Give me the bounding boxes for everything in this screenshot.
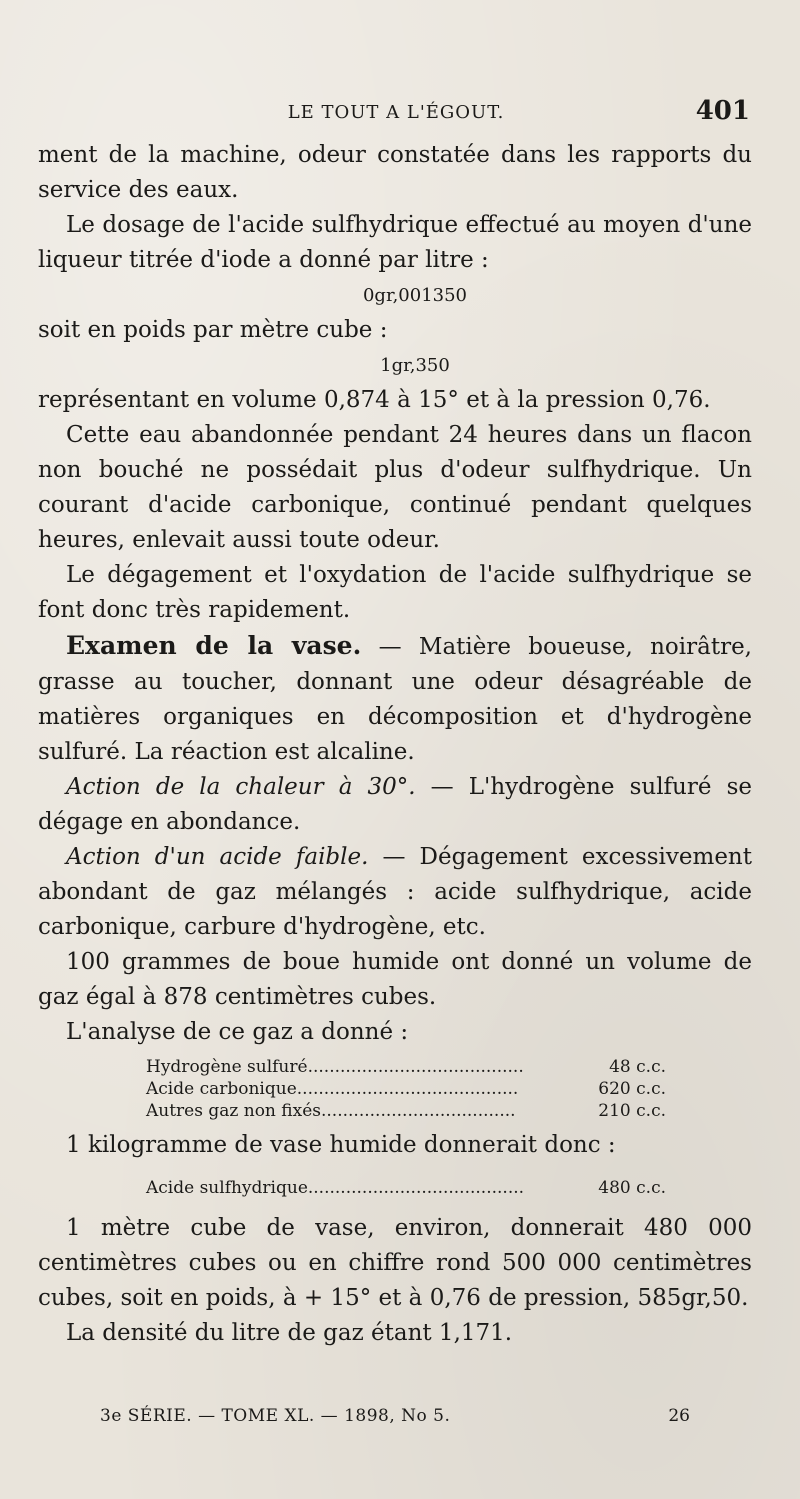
value-per-cubic-metre: 1gr,350 bbox=[380, 355, 450, 376]
gas-amount: 48 c.c. bbox=[609, 1057, 666, 1077]
paragraph-8 bbox=[38, 770, 752, 840]
paragraph-5: Cette eau abandonnée pendant 24 heures dans un flacon non bouché ne possédait plus d'odeur sulfhydrique. Un courant d'acide carbonique, continué pendant quelques heures, enlevait aussi toute odeur. bbox=[38, 422, 752, 553]
gas-amount: 620 c.c. bbox=[598, 1079, 666, 1099]
paragraph-12: 1 kilogramme de vase humide donnerait donc : bbox=[66, 1132, 616, 1158]
paragraph-8-text: — L'hydrogène sulfuré se dégage en abondance. bbox=[38, 774, 752, 835]
paragraph-6: Le dégagement et l'oxydation de l'acide sulfhydrique se font donc très rapidement. bbox=[38, 562, 752, 623]
dot-leader: .................................... bbox=[321, 1101, 516, 1121]
dot-leader: ........................................ bbox=[307, 1057, 524, 1077]
dot-leader: ........................................ bbox=[307, 1178, 525, 1198]
page-footer bbox=[100, 1406, 690, 1434]
subheading-acide: Action d'un acide faible. bbox=[66, 844, 369, 870]
paragraph-3: soit en poids par mètre cube : bbox=[38, 317, 388, 343]
subheading-chaleur: Action de la chaleur à 30°. bbox=[66, 774, 416, 800]
gas-label: Hydrogène sulfuré........................................ bbox=[146, 1057, 524, 1077]
running-title: LE TOUT A L'ÉGOUT. bbox=[287, 102, 505, 123]
paragraph-9 bbox=[38, 840, 752, 945]
paragraph-7 bbox=[38, 628, 752, 770]
dot-leader: ......................................... bbox=[296, 1079, 519, 1099]
series-signature: 3e SÉRIE. — TOME XL. — 1898, No 5. bbox=[100, 1406, 451, 1426]
paragraph-14: La densité du litre de gaz étant 1,171. bbox=[66, 1320, 513, 1346]
page-header bbox=[40, 96, 752, 132]
sulfhydric-table bbox=[146, 1177, 666, 1199]
paragraph-10: 100 grammes de boue humide ont donné un volume de gaz égal à 878 centimètres cubes. bbox=[38, 949, 752, 1010]
value-per-litre: 0gr,001350 bbox=[362, 285, 468, 306]
gas-analysis-table bbox=[146, 1056, 666, 1122]
paragraph-9-text: — Dégagement excessivement abondant de gaz mélangés : acide sulfhydrique, acide carbonique, carbure d'hydrogène, etc. bbox=[38, 844, 752, 940]
gas-label: Acide carbonique......................................... bbox=[146, 1079, 519, 1099]
gas-label: Acide sulfhydrique........................................ bbox=[146, 1178, 525, 1198]
sheet-number: 26 bbox=[668, 1406, 690, 1426]
paragraph-7-text: — Matière boueuse, noirâtre, grasse au toucher, donnant une odeur désagréable de matières organiques en décomposition et d'hydrogène sulfuré. La réaction est alcaline. bbox=[38, 634, 752, 765]
table-row bbox=[146, 1100, 666, 1122]
gas-amount: 210 c.c. bbox=[598, 1101, 666, 1121]
gas-label: Autres gaz non fixés.................................... bbox=[146, 1101, 516, 1121]
section-heading-vase: Examen de la vase. bbox=[66, 631, 362, 660]
table-row bbox=[146, 1078, 666, 1100]
gas-amount: 480 c.c. bbox=[598, 1178, 666, 1198]
table-row bbox=[146, 1056, 666, 1078]
page-number: 401 bbox=[695, 96, 750, 126]
paragraph-11: L'analyse de ce gaz a donné : bbox=[66, 1019, 409, 1045]
paragraph-2: Le dosage de l'acide sulfhydrique effectué au moyen d'une liqueur titrée d'iode a donné par litre : bbox=[38, 212, 752, 273]
paragraph-4: représentant en volume 0,874 à 15° et à la pression 0,76. bbox=[38, 387, 711, 413]
table-row bbox=[146, 1177, 666, 1199]
paragraph-13: 1 mètre cube de vase, environ, donnerait 480 000 centimètres cubes ou en chiffre rond 500 000 centimètres cubes, soit en poids, à + 15° et à 0,76 de pression, 585gr,50. bbox=[38, 1215, 752, 1311]
body-text bbox=[38, 138, 752, 1351]
paragraph-1: ment de la machine, odeur constatée dans les rapports du service des eaux. bbox=[38, 142, 752, 203]
